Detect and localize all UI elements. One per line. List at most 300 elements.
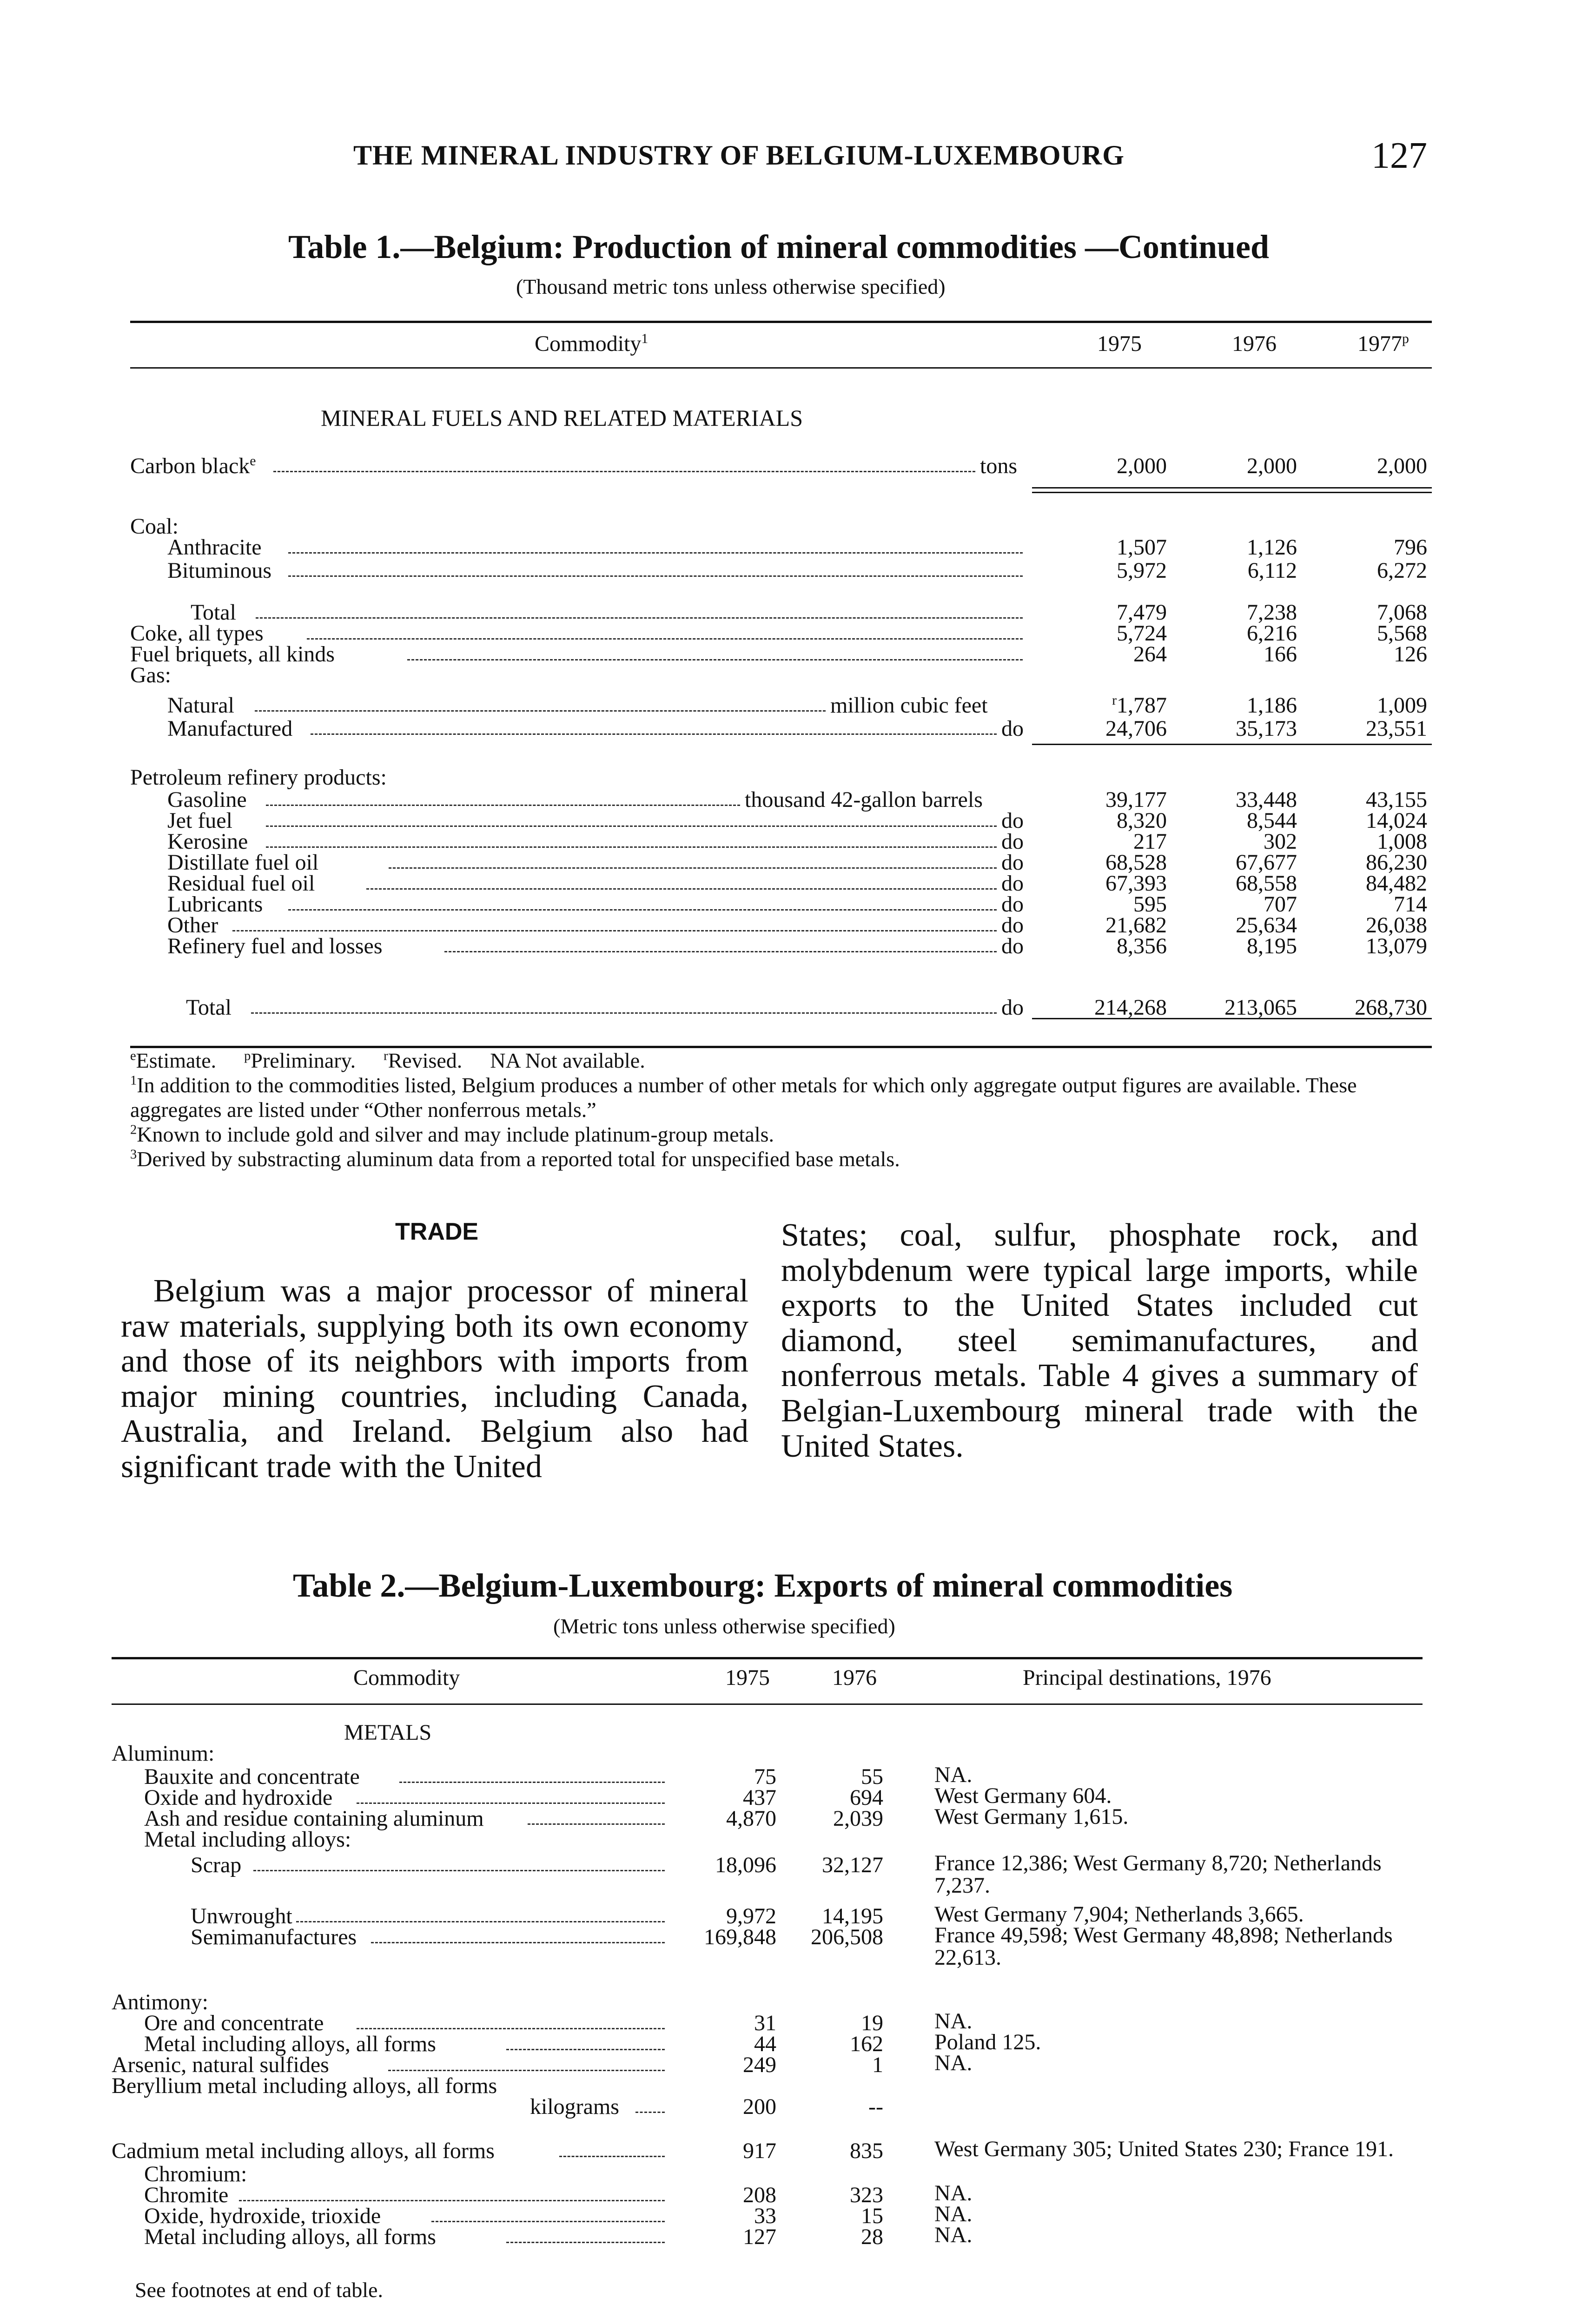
table2-leader: [399, 1782, 665, 1783]
table2-destination: [934, 1785, 1413, 1807]
table1-rule-d: [1032, 1018, 1432, 1019]
table1-cell-value: 268,730: [1355, 995, 1427, 1020]
table1-row-unit: [830, 693, 988, 718]
table1-cell-v75: [1094, 995, 1167, 1020]
table2-row-label-text: Unwrought: [191, 1904, 292, 1928]
table2-row-label: [112, 2073, 497, 2099]
table1-cell-value: 217: [1133, 829, 1167, 854]
table1-row-unit-text: tons: [980, 454, 1018, 478]
table1-leader: [255, 710, 826, 712]
table1-cell-value: 8,356: [1117, 934, 1167, 958]
table1-row-label-text: Kerosine: [167, 829, 248, 854]
table1-cell-value: 8,544: [1247, 808, 1297, 833]
table1-row-unit-text: do: [1001, 892, 1024, 917]
table1-row-label: [130, 662, 171, 688]
table2-destination: [934, 1852, 1413, 1897]
footnote-abbrev-text: Revised.: [388, 1049, 463, 1072]
table1-col-1976: 1976: [1232, 331, 1277, 356]
footnote-notes: [130, 1073, 1432, 1172]
table1-cell-v75: [1105, 716, 1167, 741]
table1-row-label: [167, 933, 383, 959]
table2-row-label-text: Cadmium metal including alloys, all forms: [112, 2139, 495, 2163]
table2-cell-value: 249: [743, 2053, 776, 2077]
table2-row-label-text: Metal including alloys:: [144, 1827, 351, 1852]
table1-leader: [407, 659, 1023, 660]
footnote-note: [130, 1147, 1432, 1172]
table1-cell-value: 1,008: [1377, 829, 1427, 854]
table1-cell-value: 126: [1394, 642, 1427, 667]
table1-cell-value: 7,068: [1377, 600, 1427, 625]
table1-cell-value: 1,787: [1117, 693, 1167, 718]
table2-cell-value: 18,096: [715, 1853, 776, 1877]
table2-cell-value: 208: [743, 2183, 776, 2207]
table1-leader: [256, 617, 1023, 619]
table2-row-label: [144, 1827, 351, 1852]
table2-cell-value: 32,127: [822, 1853, 883, 1877]
table1-cell-v76: [1247, 453, 1297, 479]
table2-row-label-text: Arsenic, natural sulfides: [112, 2053, 329, 2077]
table2-cell-value: 33: [754, 2204, 776, 2228]
table1-cell-value: 714: [1394, 892, 1427, 917]
table2-destination-text: NA.: [934, 2051, 973, 2075]
table2-row-label-text: Scrap: [191, 1853, 242, 1877]
table2-leader: [253, 1870, 665, 1871]
table2-row-label: [191, 1924, 357, 1950]
table1-cell-value: 6,112: [1247, 558, 1297, 583]
table2-row-label-text: Ore and concentrate: [144, 2011, 324, 2035]
table2-cell-value: 206,508: [811, 1925, 883, 1949]
table1-row-label-text: Manufactured: [167, 716, 293, 741]
table1-top-rule: [130, 321, 1432, 323]
table1-row-label-text: Gasoline: [167, 787, 247, 812]
table2-row-label-text: kilograms: [530, 2094, 619, 2119]
table1-row-label: [130, 765, 387, 790]
table1-row-label-text: Distillate fuel oil: [167, 850, 319, 875]
table2-cell-value: 31: [754, 2011, 776, 2035]
table2-head-rule: [112, 1703, 1423, 1705]
table2-cell-value: 28: [861, 2225, 883, 2249]
table2-cell-value: 162: [850, 2032, 883, 2056]
table1-cell-v77: [1366, 716, 1427, 741]
footnote-note-sup: 2: [130, 1122, 137, 1137]
table2-destination-text: France 49,598; West Germany 48,898; Netherlands 22,613.: [934, 1923, 1393, 1970]
table1-row-unit: [1001, 995, 1024, 1020]
table2-cell-value: 55: [861, 1764, 883, 1789]
table1-cell-value: 35,173: [1236, 716, 1297, 741]
footnote-abbrev: [490, 1049, 645, 1072]
table1-row-label-text: Natural: [167, 693, 234, 718]
table1-cell-value: 68,528: [1105, 850, 1167, 875]
table2-destination: [934, 2138, 1413, 2160]
trade-right-paragraph: States; coal, sulfur, phosphate rock, and molybdenum were typical large imports, while exports to the United States included cut diamond, steel semimanufactures, and nonferrous metals. Table 4 gives a summary of Belgian-Luxembourg mineral trade with the United States.: [781, 1217, 1418, 1464]
table1-row-label-text: Carbon black: [130, 454, 250, 478]
table2-row-label-text: Ash and residue containing aluminum: [144, 1806, 484, 1831]
table2-destination-text: NA.: [934, 1763, 973, 1787]
table1-row-unit-text: thousand 42-gallon barrels: [745, 787, 983, 812]
table1-row-label: [167, 693, 234, 718]
table2-cell-v75: [743, 2094, 776, 2119]
table1-row-unit-text: do: [1001, 850, 1024, 875]
table1-cell-value: 707: [1264, 892, 1297, 917]
table2-destination: [934, 2052, 1413, 2074]
table2-row-label: [112, 2138, 495, 2164]
footnote-note: [130, 1073, 1432, 1122]
table1-cell-value: 2,000: [1377, 454, 1427, 478]
table2-top-rule: [112, 1657, 1423, 1659]
footnote-abbrev: [244, 1049, 356, 1072]
table1-rule-b: [1032, 492, 1432, 493]
table1-leader: [307, 638, 1023, 640]
table2-row-label-text: Metal including alloys, all forms: [144, 2032, 436, 2056]
table1-row-unit-text: do: [1001, 871, 1024, 896]
table2-row-label-text: Chromite: [144, 2183, 229, 2207]
table2-destination-text: West Germany 7,904; Netherlands 3,665.: [934, 1902, 1304, 1927]
table2-cell-v76: [833, 1806, 883, 1831]
footnote-abbrev-text: NA Not available.: [490, 1049, 645, 1072]
table1-row-label: [186, 995, 232, 1020]
footnote-note-text: In addition to the commodities listed, Belgium produces a number of other metals for which only aggregate output figures are available. These aggregates are listed under “Other nonferrous metals.”: [130, 1073, 1357, 1122]
table1-cell-sup: r: [1112, 693, 1117, 708]
table1-row-label-text: Jet fuel: [167, 808, 232, 833]
table1-title: Table 1.—Belgium: Production of mineral commodities —Continued: [288, 228, 1270, 265]
trade-heading: TRADE: [395, 1218, 479, 1245]
footnote-abbrev-text: Preliminary.: [251, 1049, 356, 1072]
table2-destination: [934, 2224, 1413, 2246]
footnote-abbrev-sup: e: [130, 1049, 136, 1063]
footnote-note-sup: 1: [130, 1073, 137, 1088]
table1-col-commodity: Commodity$^1$: [535, 331, 649, 356]
table1-subtitle: (Thousand metric tons unless otherwise specified): [516, 275, 946, 298]
table2-destination-text: France 12,386; West Germany 8,720; Netherlands 7,237.: [934, 1851, 1382, 1898]
table2-leader: [431, 2221, 665, 2222]
table1-footnotes: [130, 1049, 1432, 1171]
table1-cell-value: 24,706: [1105, 716, 1167, 741]
table2-cell-v75: [726, 1806, 776, 1831]
table1-cell-value: 8,195: [1247, 934, 1297, 958]
table2-cell-v76: [850, 2138, 883, 2164]
table1-section: MINERAL FUELS AND RELATED MATERIALS: [321, 405, 803, 431]
table1-row-label-text: Total: [191, 600, 236, 625]
table1-leader: [232, 930, 997, 931]
table2-cell-v76: [861, 2224, 883, 2250]
table1-row-label-text: Fuel briquets, all kinds: [130, 642, 335, 667]
running-head: THE MINERAL INDUSTRY OF BELGIUM-LUXEMBOURG: [353, 140, 1125, 171]
table1-row-unit: [1001, 716, 1024, 741]
table2-row-label: [530, 2094, 619, 2119]
table2-destination: [934, 2031, 1413, 2053]
table2-cell-value: 437: [743, 1785, 776, 1810]
table1-cell-value: 214,268: [1094, 995, 1167, 1020]
table1-cell-value: 23,551: [1366, 716, 1427, 741]
table1-rule-c: [1032, 744, 1432, 745]
table1-leader: [366, 888, 997, 890]
table2-destination-text: West Germany 305; United States 230; France 191.: [934, 2137, 1394, 2161]
table1-row-label: [130, 453, 256, 479]
table1-cell-value: 84,482: [1366, 871, 1427, 896]
table2-cell-value: 19: [861, 2011, 883, 2035]
table2-cell-v76: [811, 1924, 883, 1950]
table2-cell-v75: [743, 2224, 776, 2250]
table2-row-label-text: Aluminum:: [112, 1741, 215, 1766]
table2-leader: [528, 1823, 665, 1825]
table1-cell-value: 67,393: [1105, 871, 1167, 896]
table2-leader: [559, 2156, 665, 2157]
table2-destination-text: NA.: [934, 2181, 973, 2205]
table2-leader: [357, 1802, 665, 1804]
table1-row-label-text: Residual fuel oil: [167, 871, 315, 896]
table1-bottom-rule: [130, 1046, 1432, 1048]
table1-leader: [389, 867, 997, 869]
table1-cell-v76: [1264, 641, 1297, 667]
table2-destination-text: NA.: [934, 2202, 973, 2226]
table2-destination-text: Poland 125.: [934, 2030, 1041, 2054]
table1-row-unit-text: do: [1001, 995, 1024, 1020]
table1-cell-value: 14,024: [1366, 808, 1427, 833]
table1-cell-v77: [1394, 535, 1427, 560]
table2-cell-value: 14,195: [822, 1904, 883, 1928]
table1-leader: [311, 733, 997, 735]
table2-destination: [934, 2203, 1413, 2225]
table2-cell-value: 127: [743, 2225, 776, 2249]
table1-row-unit: [1001, 933, 1024, 959]
footnote-abbrev: [384, 1049, 462, 1072]
table1-cell-v75: [1117, 535, 1167, 560]
table1-cell-v75: [1117, 558, 1167, 583]
page-number: 127: [1371, 135, 1427, 176]
table1-row-label-sup: e: [250, 453, 256, 469]
table1-cell-v75: [1117, 933, 1167, 959]
table1-cell-value: 8,320: [1117, 808, 1167, 833]
table2-cell-value: 200: [743, 2094, 776, 2119]
table1-cell-value: 1,186: [1247, 693, 1297, 718]
table1-row-unit-text: do: [1001, 829, 1024, 854]
table1-cell-v75: [1133, 641, 1167, 667]
table2-destination: [934, 1924, 1413, 1969]
footnote-abbrev-text: Estimate.: [136, 1049, 217, 1072]
table1-rule-a: [1032, 487, 1432, 489]
table2-cell-v75: [715, 1852, 776, 1878]
table2-cell-value: 169,848: [704, 1925, 776, 1949]
table1-cell-v76: [1224, 995, 1297, 1020]
table2-row-label-text: Metal including alloys, all forms: [144, 2225, 436, 2249]
table1-cell-value: 7,479: [1117, 600, 1167, 625]
table1-cell-value: 1,009: [1377, 693, 1427, 718]
table2-cell-v76: [868, 2094, 883, 2119]
table1-row-unit: [980, 453, 1017, 479]
table1-row-label-text: Petroleum refinery products:: [130, 765, 387, 790]
table1-row-unit-text: million cubic feet: [830, 693, 988, 718]
table2-leader: [239, 2200, 665, 2201]
table2-col-1975: 1975: [725, 1665, 770, 1690]
table2-cell-value: 694: [850, 1785, 883, 1810]
table2-destination-text: West Germany 604.: [934, 1783, 1112, 1808]
table1-row-label: [167, 535, 262, 560]
table1-cell-v77: [1355, 995, 1427, 1020]
footnote-note-text: Derived by substracting aluminum data from a reported total for unspecified base metals.: [137, 1147, 900, 1171]
table2-row-label-text: Oxide, hydroxide, trioxide: [144, 2204, 381, 2228]
table1-cell-value: 5,972: [1117, 558, 1167, 583]
table2-leader: [388, 2070, 665, 2071]
table1-row-label-text: Refinery fuel and losses: [167, 934, 383, 958]
table1-row-unit-text: do: [1001, 934, 1024, 958]
table1-cell-value: 6,216: [1247, 621, 1297, 646]
table2-row-label: [112, 1741, 214, 1766]
table2-col-destinations: Principal destinations, 1976: [1023, 1665, 1271, 1690]
table2-cell-value: 323: [850, 2183, 883, 2207]
table2-cell-v75: [743, 2138, 776, 2164]
table1-row-label-text: Total: [186, 995, 232, 1020]
table1-cell-v77: [1377, 693, 1427, 718]
footnote-abbrev-sup: p: [244, 1049, 251, 1063]
table1-row-unit-text: do: [1001, 913, 1024, 938]
table2-cell-value: 75: [754, 1764, 776, 1789]
footnote-abbrev: [130, 1049, 216, 1072]
table1-cell-value: 166: [1264, 642, 1297, 667]
table2-leader: [357, 2028, 665, 2029]
table2-col-commodity: Commodity: [353, 1665, 460, 1690]
table2-cell-value: 917: [743, 2139, 776, 2163]
table2-destination-text: NA.: [934, 2223, 973, 2247]
table1-leader: [266, 825, 997, 827]
table1-leader: [266, 846, 997, 848]
trade-left-paragraph: Belgium was a major processor of mineral raw materials, supplying both its own economy and those of its neighbors with imports from major mining countries, including Canada, Australia, and Ireland. Belgium also had significant trade with the United: [121, 1273, 748, 1485]
table1-cell-value: 1,507: [1117, 535, 1167, 560]
table1-cell-v76: [1247, 693, 1297, 718]
table1-leader: [266, 805, 740, 806]
table2-destination-text: NA.: [934, 2009, 973, 2034]
footnote-note: [130, 1122, 1432, 1147]
table1-cell-value: 1,126: [1247, 535, 1297, 560]
table1-cell-value: 13,079: [1366, 934, 1427, 958]
table1-cell-v76: [1247, 933, 1297, 959]
table2-cell-v75: [743, 2052, 776, 2078]
table2-destination-text: West Germany 1,615.: [934, 1804, 1129, 1829]
table1-cell-value: 264: [1133, 642, 1167, 667]
table1-cell-value: 33,448: [1236, 787, 1297, 812]
table2-cell-v76: [822, 1852, 883, 1878]
table2-row-label-text: Oxide and hydroxide: [144, 1785, 333, 1810]
table1-cell-value: 86,230: [1366, 850, 1427, 875]
table1-cell-value: 796: [1394, 535, 1427, 560]
table1-row-label-text: Anthracite: [167, 535, 262, 560]
table2-row-label-text: Chromium:: [144, 2162, 247, 2186]
table1-cell-value: 21,682: [1105, 913, 1167, 938]
table1-row-label-text: Gas:: [130, 663, 171, 687]
table1-cell-value: 25,634: [1236, 913, 1297, 938]
table2-leader: [296, 1921, 665, 1922]
table1-row-unit: [745, 787, 983, 812]
table2-row-label-text: Semimanufactures: [191, 1925, 357, 1949]
table2-cell-value: 2,039: [833, 1806, 883, 1831]
table1-leader: [288, 909, 997, 911]
table1-cell-v77: [1377, 558, 1427, 583]
footnote-abbrev-sup: r: [384, 1049, 388, 1063]
table1-cell-value: 26,038: [1366, 913, 1427, 938]
table2-destination: [934, 1806, 1413, 1828]
table1-row-label-text: Other: [167, 913, 218, 938]
table2-leader: [635, 2112, 665, 2113]
table2-footer: See footnotes at end of table.: [135, 2278, 383, 2302]
table1-leader: [288, 575, 1023, 577]
table1-leader: [251, 1012, 997, 1014]
table1-leader: [288, 552, 1023, 554]
table1-head-rule: [130, 367, 1432, 369]
table1-cell-v77: [1366, 933, 1427, 959]
table2-leader: [371, 1942, 665, 1943]
table2-cell-value: 9,972: [726, 1904, 776, 1928]
table1-cell-value: 5,568: [1377, 621, 1427, 646]
table1-row-unit-text: do: [1001, 808, 1024, 833]
table2-cell-value: 44: [754, 2032, 776, 2056]
table1-cell-value: 213,065: [1224, 995, 1297, 1020]
table1-col-1975: 1975: [1097, 331, 1142, 356]
table2-destination: [934, 2010, 1413, 2033]
table2-cell-value: 4,870: [726, 1806, 776, 1831]
table2-row-label-text: Beryllium metal including alloys, all forms: [112, 2073, 497, 2098]
table2-destination: [934, 1764, 1413, 1786]
table1-row-label: [167, 558, 271, 583]
table2-cell-v75: [704, 1924, 776, 1950]
table1-leader: [444, 951, 997, 952]
table2-row-label: [144, 2224, 436, 2250]
footnote-note-text: Known to include gold and silver and may include platinum-group metals.: [137, 1122, 774, 1146]
table1-cell-value: 302: [1264, 829, 1297, 854]
table1-cell-value: 595: [1133, 892, 1167, 917]
table1-cell-v76: [1248, 558, 1297, 583]
table2-row-label-text: Antimony:: [112, 1990, 209, 2014]
table1-cell-v75: [1112, 693, 1167, 718]
table2-cell-value: 1: [872, 2053, 883, 2077]
table1-cell-value: 43,155: [1366, 787, 1427, 812]
table1-cell-v77: [1394, 641, 1427, 667]
table2-row-label: [191, 1852, 241, 1878]
table2-destination: [934, 1903, 1413, 1926]
table1-cell-value: 39,177: [1105, 787, 1167, 812]
table1-cell-value: 2,000: [1117, 454, 1167, 478]
table1-leader: [273, 471, 975, 472]
table2-subtitle: (Metric tons unless otherwise specified): [553, 1614, 895, 1638]
table1-row-label-text: Coal:: [130, 514, 179, 539]
table1-cell-value: 6,272: [1377, 558, 1427, 583]
table2-col-1976: 1976: [832, 1665, 877, 1690]
table1-row-label: [167, 716, 292, 741]
table2-row-label-text: Bauxite and concentrate: [144, 1764, 360, 1789]
table2-destination: [934, 2182, 1413, 2205]
table2-cell-value: 835: [850, 2139, 883, 2163]
table1-col-1977: 1977$^p$: [1357, 331, 1409, 356]
table2-leader: [506, 2242, 665, 2243]
table1-cell-v76: [1236, 716, 1297, 741]
table2-cell-v76: [872, 2052, 883, 2078]
table1-row-label-text: Coke, all types: [130, 621, 264, 646]
table1-row-unit-text: do: [1001, 716, 1024, 741]
table2-section: METALS: [344, 1720, 432, 1745]
footnote-abbreviations: [130, 1049, 1432, 1073]
table1-row-label-text: Lubricants: [167, 892, 263, 917]
table1-cell-value: 5,724: [1117, 621, 1167, 646]
table2-leader: [506, 2049, 665, 2050]
table1-cell-value: 7,238: [1247, 600, 1297, 625]
footnote-note-sup: 3: [130, 1147, 137, 1162]
table1-cell-value: 67,677: [1236, 850, 1297, 875]
table2-cell-value: 15: [861, 2204, 883, 2228]
table1-cell-v75: [1117, 453, 1167, 479]
table1-cell-value: 68,558: [1236, 871, 1297, 896]
table1-cell-v77: [1377, 453, 1427, 479]
table1-cell-v76: [1247, 535, 1297, 560]
table2-cell-value: --: [868, 2094, 883, 2119]
table1-row-label-text: Bituminous: [167, 558, 272, 583]
